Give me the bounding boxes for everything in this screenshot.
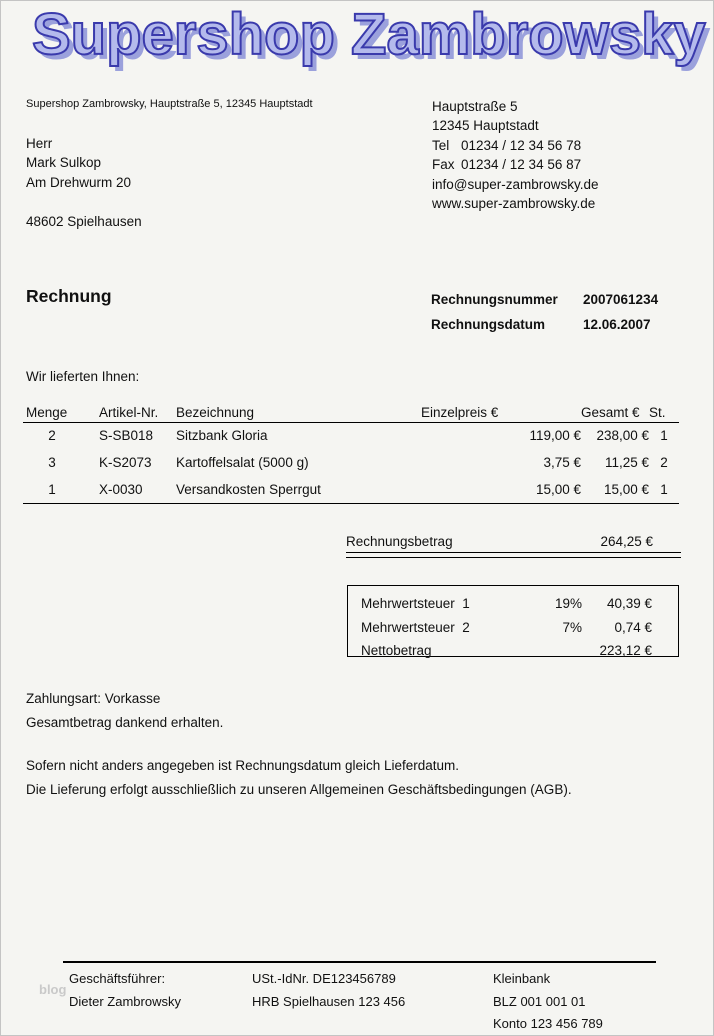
cell-artikel: X-0030 (81, 476, 176, 503)
tax-percent: 19% (554, 596, 582, 611)
invoice-total-value: 264,25 € (600, 534, 653, 549)
cell-einzelpreis: 15,00 € (421, 476, 581, 503)
cell-menge: 1 (23, 476, 81, 503)
contact-email: info@super-zambrowsky.de (432, 176, 599, 192)
footer-director-label: Geschäftsführer: (69, 971, 166, 986)
invoice-number-label: Rechnungsnummer (431, 292, 558, 307)
cell-menge: 2 (48, 428, 56, 444)
contact-city: 12345 Hauptstadt (432, 118, 539, 134)
footer-divider (63, 961, 656, 963)
contact-website: www.super-zambrowsky.de (432, 196, 596, 212)
agb-note: Die Lieferung erfolgt ausschließlich zu unseren Allgemeinen Geschäftsbedingungen (AGB). (26, 781, 572, 797)
recipient-city: 48602 Spielhausen (26, 213, 142, 229)
cell-bezeichnung: Kartoffelsalat (5000 g) (176, 455, 309, 470)
company-logo: Supershop Zambrowsky (32, 2, 706, 67)
net-amount-value: 223,12 € (599, 643, 652, 658)
fax-label: Fax (432, 157, 455, 173)
net-amount-percent (526, 639, 582, 663)
cell-einzelpreis: 119,00 € (529, 428, 581, 444)
contact-tel-row (432, 136, 599, 155)
column-header-artikel: Artikel-Nr. (81, 402, 176, 422)
tel-value: 01234 / 12 34 56 78 (461, 137, 582, 153)
net-amount-label: Nettobetrag (361, 643, 432, 658)
tax-value: 40,39 € (606, 596, 652, 611)
cell-artikel: K-S2073 (99, 455, 152, 470)
invoice-total-double-rule (346, 557, 681, 558)
recipient-street: Am Drehwurm 20 (26, 174, 132, 190)
fax-value: 01234 / 12 34 56 87 (461, 157, 582, 173)
payment-method-line: Zahlungsart: Vorkasse (26, 691, 161, 706)
cell-st: 2 (660, 455, 668, 470)
delivery-intro-text: Wir lieferten Ihnen: (26, 369, 140, 384)
cell-gesamt: 238,00 € (596, 428, 649, 444)
payment-info-block (26, 687, 223, 735)
contact-fax-row (432, 155, 599, 174)
tax-value: 0,74 € (614, 619, 652, 635)
tel-label: Tel (432, 137, 450, 153)
table-row (23, 476, 679, 503)
invoice-number-value: 2007061234 (583, 292, 659, 307)
tax-row (348, 592, 678, 616)
column-header-einzelpreis: Einzelpreis € (421, 402, 581, 422)
footer-konto: Konto 123 456 789 (493, 1016, 603, 1031)
footer-blz: BLZ 001 001 01 (493, 993, 586, 1009)
cell-st: 1 (660, 428, 668, 444)
tax-label: Mehrwertsteuer 1 (361, 596, 470, 611)
items-table (23, 402, 679, 504)
invoice-date-row (431, 312, 658, 337)
footer-bank-name: Kleinbank (493, 971, 551, 986)
table-row (23, 422, 679, 449)
footer-bank-details (493, 968, 603, 1036)
cell-einzelpreis: 3,75 € (543, 455, 581, 470)
cell-bezeichnung: Versandkosten Sperrgut (176, 476, 421, 503)
footer-vat-id: USt.-IdNr. DE123456789 (252, 971, 396, 986)
table-row (23, 449, 679, 476)
delivery-date-note: Sofern nicht anders angegeben ist Rechnungsdatum gleich Lieferdatum. (26, 758, 460, 773)
recipient-name: Mark Sulkop (26, 155, 102, 171)
cell-menge: 3 (48, 455, 56, 470)
footer-registration (252, 968, 405, 1013)
net-amount-row (348, 639, 678, 663)
recipient-salutation: Herr (26, 136, 53, 151)
invoice-date-value: 12.06.2007 (583, 317, 651, 332)
cell-gesamt: 11,25 € (604, 455, 649, 470)
column-header-gesamt: Gesamt € (581, 402, 649, 422)
invoice-date-label: Rechnungsdatum (431, 317, 546, 332)
cell-bezeichnung: Sitzbank Gloria (176, 428, 268, 444)
tax-row (348, 616, 678, 640)
items-table-header-row (23, 402, 679, 422)
payment-received-line: Gesamtbetrag dankend erhalten. (26, 715, 224, 730)
footer-hrb: HRB Spielhausen 123 456 (252, 993, 406, 1009)
tax-summary-box (347, 585, 679, 657)
invoice-meta-block (431, 287, 658, 337)
recipient-gap (26, 192, 142, 211)
recipient-address-block (26, 134, 142, 231)
footer-managing-director (69, 968, 181, 1013)
cell-gesamt: 15,00 € (581, 476, 649, 503)
footer-director-name: Dieter Zambrowsky (69, 993, 181, 1009)
cell-artikel: S-SB018 (99, 428, 154, 444)
page-title: Rechnung (26, 286, 112, 306)
invoice-total-label: Rechnungsbetrag (346, 534, 453, 549)
column-header-menge: Menge (23, 402, 81, 422)
cell-st: 1 (649, 476, 679, 503)
sender-address-line: Supershop Zambrowsky, Hauptstraße 5, 12345 Hauptstadt (26, 98, 313, 110)
contact-street: Hauptstraße 5 (432, 99, 518, 114)
tax-percent: 7% (562, 619, 582, 635)
legal-notes-block (26, 754, 572, 801)
watermark-text: blog (39, 982, 67, 997)
invoice-number-row (431, 287, 658, 312)
invoice-total-row (346, 534, 681, 553)
company-contact-block (432, 97, 599, 213)
tax-label: Mehrwertsteuer 2 (361, 619, 470, 635)
column-header-st: St. (649, 402, 679, 422)
column-header-bezeichnung: Bezeichnung (176, 402, 421, 422)
